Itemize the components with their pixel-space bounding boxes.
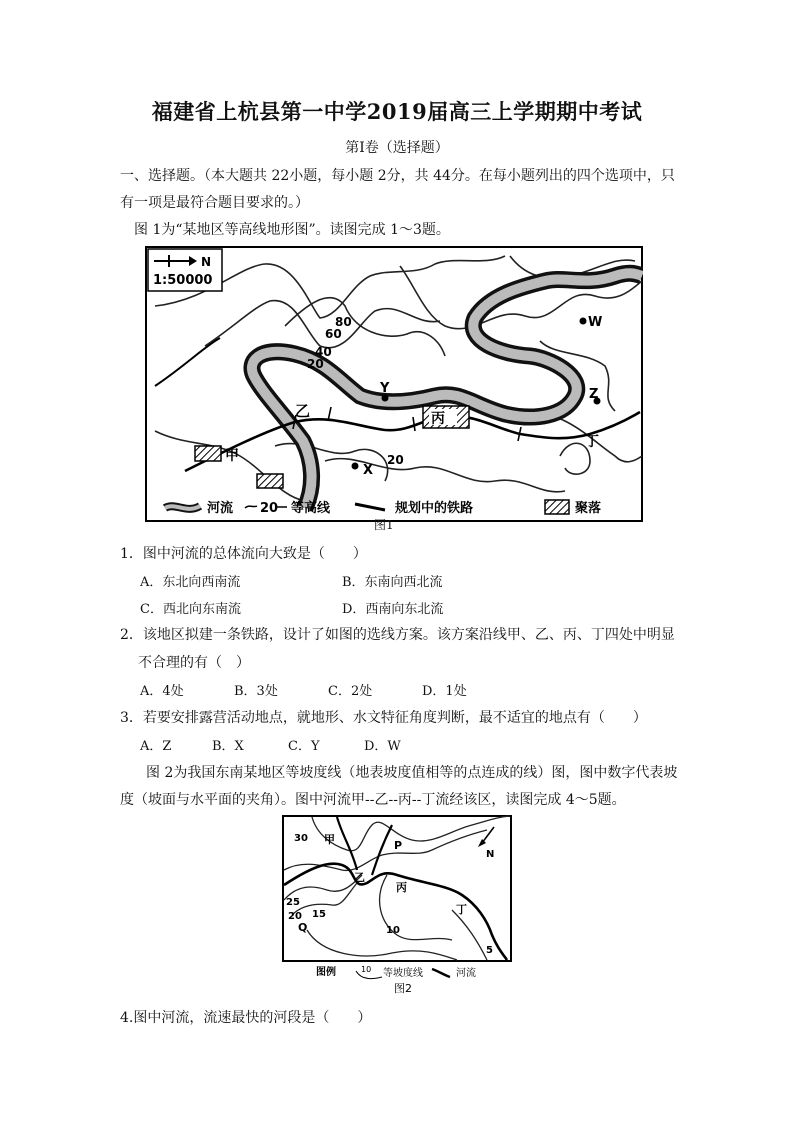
- section-title: 第Ⅰ卷（选择题）: [345, 140, 449, 156]
- legend-value: 10: [361, 965, 372, 974]
- contour-label-20-south: 20: [387, 453, 404, 467]
- contour-label-40: 40: [315, 345, 332, 359]
- label-jia: 甲: [324, 833, 335, 846]
- q2-stem-line-1: 2．该地区拟建一条铁路，设计了如图的选线方案。该方案沿线甲、乙、丙、丁四处中明显: [120, 627, 675, 643]
- label-15: 15: [312, 909, 326, 920]
- q3-option-b: B．X: [212, 739, 244, 754]
- point-z: Z: [589, 387, 599, 402]
- q4-stem: 4.图中河流，流速最快的河段是（ ）: [120, 1010, 372, 1026]
- q3-option-d: D．W: [364, 739, 401, 754]
- point-w: W: [588, 315, 603, 330]
- q2-option-a: A．4处: [140, 684, 184, 699]
- figure2-intro-line-2: 度（坡面与水平面的夹角）。图中河流甲--乙--丙--丁流经该区，读图完成 4～5题。: [120, 792, 626, 808]
- point-x-marker: [352, 463, 359, 470]
- q1-option-c: C．西北向东南流: [140, 602, 241, 617]
- label-5: 5: [486, 945, 493, 956]
- legend-river-2: 河流: [456, 968, 476, 979]
- figure1-caption: 图1: [374, 518, 394, 532]
- point-w-marker: [580, 318, 587, 325]
- settlement-jia: [195, 446, 221, 461]
- place-bing: 丙: [431, 411, 445, 427]
- label-p: P: [394, 839, 403, 852]
- legend-settlement-icon: [545, 500, 569, 514]
- label-yi: 乙: [354, 871, 365, 884]
- instructions-line-1: 一、选择题。（本大题共 22小题，每小题 2分，共 44分。在每小题列出的四个选项中，只: [120, 168, 675, 184]
- q3-stem: 3．若要安排露营活动地点，就地形、水文特征角度判断，最不适宜的地点有（ ）: [120, 710, 647, 726]
- legend-slope: 等坡度线: [383, 968, 423, 979]
- q2-stem-line-2: 不合理的有（ ）: [138, 655, 250, 671]
- figure2-caption: 图2: [394, 982, 412, 995]
- contour-label-20: 20: [307, 357, 324, 371]
- q2-option-c: C．2处: [328, 684, 373, 699]
- q3-option-a: A．Z: [140, 739, 172, 754]
- figure1-contour-map: [145, 246, 643, 522]
- legend-contour-value: 20: [260, 501, 279, 516]
- legend-contour: 等高线: [291, 501, 331, 516]
- q3-option-c: C．Y: [288, 739, 320, 754]
- q1-stem: 1．图中河流的总体流向大致是（ ）: [120, 546, 367, 562]
- label-10: 10: [386, 925, 400, 936]
- legend-settlement: 聚落: [575, 501, 602, 516]
- label-n: N: [486, 849, 495, 860]
- q1-option-b: B．东南向西北流: [342, 575, 443, 590]
- place-yi: 乙: [295, 402, 311, 420]
- instructions-line-2: 有一项是最符合题目要求的。）: [120, 195, 309, 211]
- contour-label-60: 60: [325, 327, 342, 341]
- north-label: N: [201, 255, 212, 269]
- place-jia: 甲: [225, 448, 239, 464]
- q2-option-d: D．1处: [422, 684, 467, 699]
- point-y: Y: [380, 381, 390, 396]
- legend-river-icon-2: [432, 969, 450, 977]
- page-title: 福建省上杭县第一中学2019届高三上学期期中考试: [151, 99, 643, 124]
- label-ding: 丁: [456, 903, 467, 916]
- scale-label: 1:50000: [153, 273, 213, 288]
- q2-option-b: B．3处: [234, 684, 278, 699]
- label-20: 20: [288, 911, 302, 922]
- label-25: 25: [286, 897, 300, 908]
- label-30: 30: [294, 833, 308, 844]
- q1-option-a: A．东北向西南流: [140, 575, 241, 590]
- q1-option-d: D．西南向东北流: [342, 602, 444, 617]
- place-ding: 丁: [585, 434, 599, 450]
- settlement-south: [257, 474, 283, 488]
- figure2-slope-map: [282, 815, 512, 998]
- legend-railway: 规划中的铁路: [395, 501, 474, 516]
- figure1-intro: 图 1为“某地区等高线地形图”。读图完成 1～3题。: [134, 222, 450, 238]
- legend-title: 图例: [316, 967, 336, 978]
- label-bing: 丙: [396, 881, 407, 894]
- contour-label-80: 80: [335, 315, 352, 329]
- figure2-intro-line-1: 图 2为我国东南某地区等坡度线（地表坡度值相等的点连成的线）图，图中数字代表坡: [146, 765, 678, 781]
- label-q: Q: [298, 921, 308, 934]
- legend-river: 河流: [207, 501, 234, 516]
- point-x: X: [363, 463, 374, 478]
